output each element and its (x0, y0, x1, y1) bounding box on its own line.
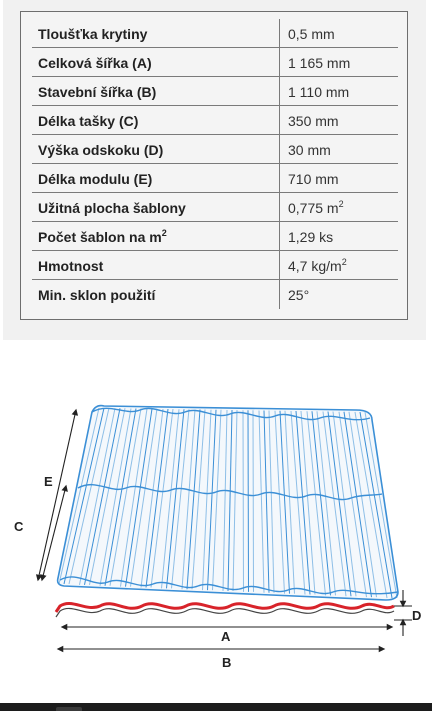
roof-tile-diagram (0, 380, 432, 690)
spec-row (21, 222, 407, 251)
spec-row (21, 193, 407, 222)
spec-row (21, 48, 407, 77)
column-divider (279, 280, 280, 309)
footer-bar (0, 703, 432, 711)
tile-profile (56, 603, 394, 617)
spec-value: 0,775 $m^2$ (288, 199, 344, 216)
column-divider (279, 19, 280, 48)
spec-panel (3, 0, 426, 340)
column-divider (279, 77, 280, 106)
tile-rib (248, 410, 249, 592)
tile-sheet (58, 406, 398, 600)
spec-row (21, 106, 407, 135)
spec-value: 1 110 mm (288, 84, 350, 100)
spec-row (21, 77, 407, 106)
footer-tab (56, 707, 82, 711)
roof-tile-drawing (0, 380, 432, 690)
tile-rib (243, 410, 244, 592)
spec-label: Min. sklon použití (38, 287, 156, 303)
spec-label: Výška odskoku (D) (38, 142, 164, 158)
spec-label: Užitná plocha šablony (38, 200, 186, 216)
label-c: C (14, 519, 24, 534)
spec-row (21, 280, 407, 309)
column-divider (279, 164, 280, 193)
column-divider (279, 222, 280, 251)
tile-rib (253, 410, 254, 592)
spec-row (21, 251, 407, 280)
column-divider (279, 251, 280, 280)
spec-row (21, 135, 407, 164)
spec-value: 4,7 $kg/m^2$ (288, 257, 347, 274)
spec-value: 710 mm (288, 171, 339, 187)
column-divider (279, 106, 280, 135)
spec-label: Stavební šířka (B) (38, 84, 157, 100)
spec-row (21, 19, 407, 48)
spec-value: 1 165 mm (288, 55, 351, 71)
spec-label: Celková šířka (A) (38, 55, 152, 71)
spec-label: Délka modulu (E) (38, 171, 153, 187)
label-d: D (412, 608, 422, 623)
spec-table (20, 11, 408, 320)
column-divider (279, 135, 280, 164)
spec-label: Tloušťka krytiny (38, 26, 148, 42)
label-a: A (221, 629, 231, 644)
column-divider (279, 193, 280, 222)
spec-value: 1,29 ks (288, 229, 334, 245)
column-divider (279, 48, 280, 77)
spec-row (21, 164, 407, 193)
label-b: B (222, 655, 232, 670)
spec-label: Počet šablon na $m^2$ (38, 228, 167, 245)
spec-value: 30 mm (288, 142, 331, 158)
spec-label: Délka tašky (C) (38, 113, 139, 129)
spec-value: 25° (288, 287, 310, 303)
spec-label: Hmotnost (38, 258, 104, 274)
label-e: E (44, 474, 53, 489)
spec-value: 350 mm (288, 113, 339, 129)
spec-value: 0,5 mm (288, 26, 335, 42)
